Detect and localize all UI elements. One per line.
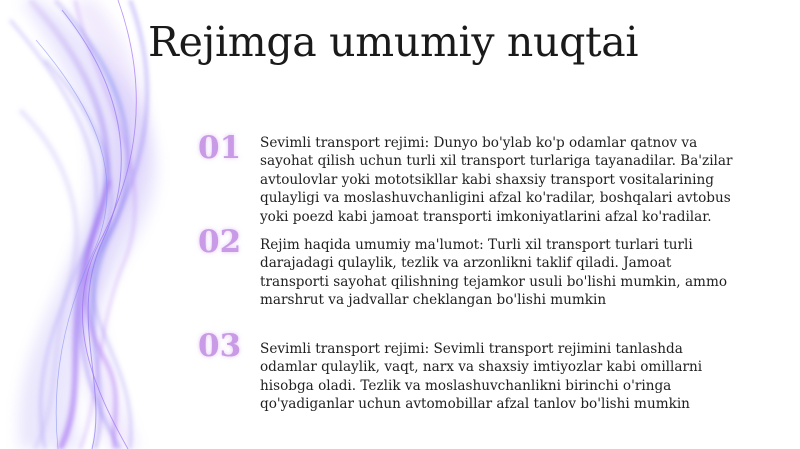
item-text-02: Rejim haqida umumiy ma'lumot: Turli xil transport turlari turli darajadagi qulaylik, tezlik va arzonlikni taklif qiladi. Jamoat transporti sayohat qilishning tejamkor usuli bo'lishi mumkin, ammo marshrut va jadvallar cheklangan bo'lishi mumkin xyxy=(260,237,728,309)
item-number-02: 02 xyxy=(198,224,242,260)
slide-title: Rejimga umumiy nuqtai xyxy=(148,18,639,66)
item-text-01: Sevimli transport rejimi: Dunyo bo'ylab ko'p odamlar qatnov va sayohat qilish uchun turli xil transport turlariga tayanadilar. Ba'zilar avtoulovlar yoki mototsikllar kabi shaxsiy transport vositalarining qulayligi va moslashuvchanligini afzal ko'radilar, boshqalari avtobus yoki poezd kabi jamoat transporti imkoniyatlarini afzal ko'radilar. xyxy=(260,135,733,225)
item-text-03: Sevimli transport rejimi: Sevimli transport rejimini tanlashda odamlar qulaylik, vaqt, narx va shaxsiy imtiyozlar kabi omillarni hisobga oladi. Tezlik va moslashuvchanlikni birinchi o'ringa qo'yadiganlar uchun avtomobillar afzal tanlov bo'lishi mumkin xyxy=(260,341,703,413)
item-number-01: 01 xyxy=(198,130,242,166)
item-number-03: 03 xyxy=(198,328,242,364)
